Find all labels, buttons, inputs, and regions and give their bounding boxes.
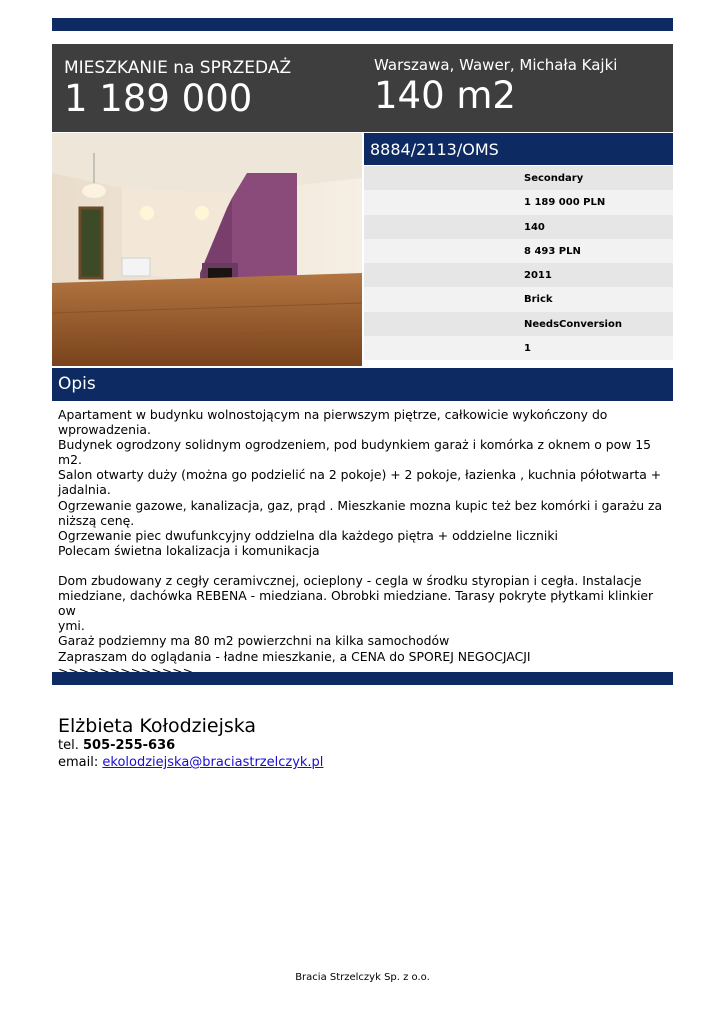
description-line: Ogrzewanie piec dwufunkcyjny oddzielna dla każdego piętra + oddzielne liczniki (58, 527, 558, 543)
description-line: Zapraszam do oglądania - ładne mieszkanie, a CENA do SPOREJ NEGOCJACJI (58, 648, 531, 664)
description-line: Polecam świetna lokalizacja i komunikacja (58, 542, 320, 558)
description-line: niższą cenę. (58, 512, 135, 528)
description-header (52, 368, 673, 401)
email-label: email: (58, 755, 99, 770)
description-line: Ogrzewanie gazowe, kanalizacja, gaz, prąd . Mieszkanie mozna kupic też bez komórki i garażu za (58, 497, 663, 513)
detail-row (364, 287, 673, 311)
bottom-bar (52, 672, 673, 685)
phone-label: tel. (58, 738, 79, 753)
detail-row (364, 239, 673, 263)
listing-price: 1 189 000 (64, 77, 253, 120)
footer-company: Bracia Strzelczyk Sp. z o.o. (295, 972, 430, 983)
detail-row (364, 312, 673, 336)
description-line: ymi. (58, 618, 85, 634)
reference-number-bar (364, 133, 673, 165)
detail-value: 1 189 000 PLN (524, 197, 606, 209)
detail-value: NeedsConversion (524, 318, 622, 330)
agent-phone (58, 738, 175, 753)
reference-number: 8884/2113/OMS (370, 140, 499, 159)
listing-header (52, 44, 673, 132)
detail-row (364, 215, 673, 239)
listing-location: Warszawa, Wawer, Michała Kajki (374, 56, 618, 74)
listing-type: MIESZKANIE na SPRZEDAŻ (64, 58, 292, 78)
detail-row (364, 263, 673, 287)
description-line (58, 558, 668, 573)
detail-value: 140 (524, 221, 545, 233)
description-line: wprowadzenia. (58, 422, 151, 438)
details-table (364, 166, 673, 360)
description-line: Dom zbudowany z cegły ceramivcznej, ocieplony - cegla w środku styropian i cegła. Instalacje (58, 573, 642, 589)
description-line: ow (58, 603, 76, 619)
detail-row (364, 336, 673, 360)
detail-value: 1 (524, 343, 531, 355)
description-line: Salon otwarty duży (można go podzielić na 2 pokoje) + 2 pokoje, łazienka , kuchnia półotwarta + (58, 467, 662, 483)
listing-area: 140 m2 (374, 74, 516, 117)
description-text (58, 407, 668, 679)
detail-value: Secondary (524, 173, 584, 184)
detail-row (364, 190, 673, 214)
description-line: Garaż podziemny ma 80 m2 powierzchni na kilka samochodów (58, 633, 450, 649)
email-link[interactable]: ekolodziejska@braciastrzelczyk.pl (102, 755, 324, 770)
room-photo (52, 133, 362, 366)
phone-number: 505-255-636 (82, 738, 176, 753)
detail-value: 2011 (524, 270, 552, 282)
detail-value: 8 493 PLN (524, 245, 581, 257)
description-line: m2. (58, 452, 82, 468)
section-title: Opis (58, 374, 96, 394)
agent-email (58, 755, 323, 770)
description-line: Apartament w budynku wolnostojącym na pierwszym piętrze, całkowicie wykończony do (58, 407, 608, 422)
description-line: Budynek ogrodzony solidnym ogrodzeniem, pod budynkiem garaż i komórka z oknem o pow 15 (58, 437, 652, 453)
top-bar (52, 18, 673, 31)
detail-row (364, 166, 673, 190)
agent-name: Elżbieta Kołodziejska (58, 715, 257, 737)
detail-value: Brick (524, 294, 553, 306)
description-line: jadalnia. (58, 482, 111, 498)
description-line: miedziane, dachówka REBENA - miedziana. Obrobki miedziane. Tarasy pokryte płytkami klinkier (58, 588, 654, 604)
